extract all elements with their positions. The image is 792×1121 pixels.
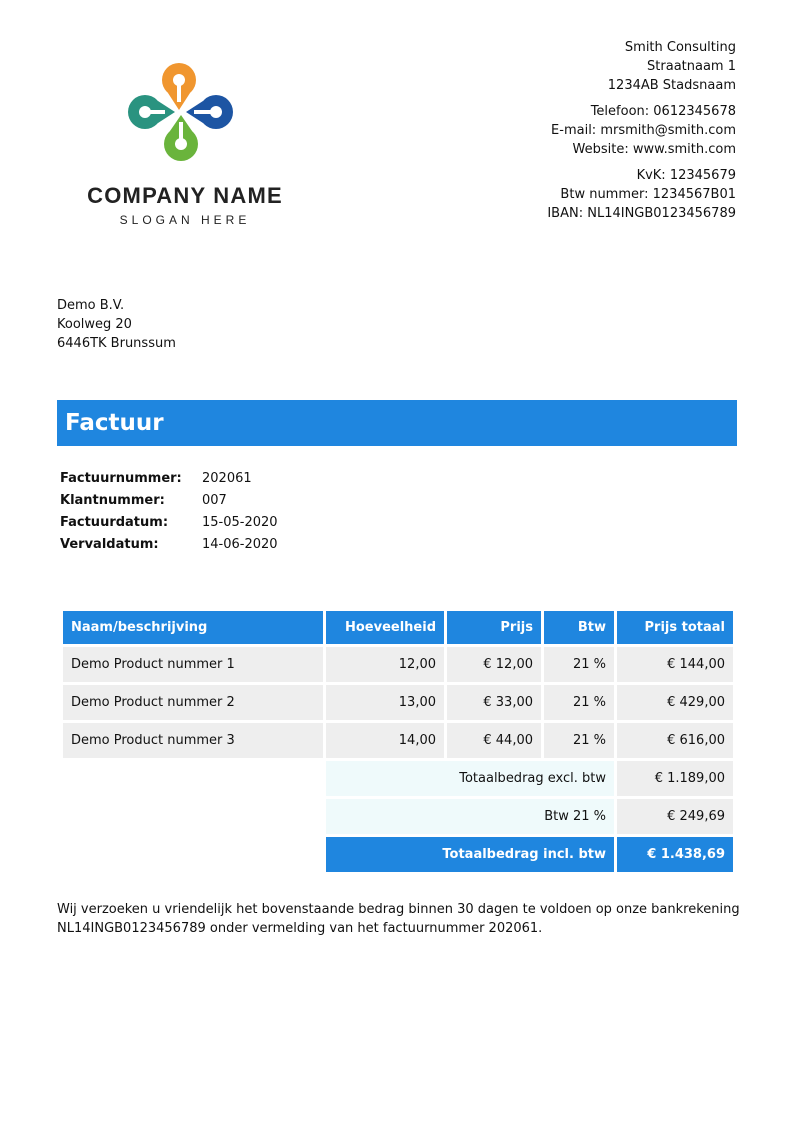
recipient-city: 6446TK Brunssum — [57, 336, 176, 351]
header-price: Prijs — [447, 611, 541, 644]
logo-company-name: COMPANY NAME — [87, 183, 283, 208]
meta-value: 14-06-2020 — [202, 536, 278, 552]
sender-website: Website: www.smith.com — [572, 142, 736, 157]
logo-mark-icon — [128, 60, 238, 166]
header-description: Naam/beschrijving — [63, 611, 323, 644]
sender-iban: IBAN: NL14INGB0123456789 — [547, 206, 736, 221]
sender-address — [547, 38, 736, 230]
meta-row — [60, 533, 278, 555]
table-header-row — [63, 611, 733, 644]
header-quantity: Hoeveelheid — [326, 611, 444, 644]
company-logo — [60, 60, 310, 235]
header-total: Prijs totaal — [617, 611, 733, 644]
meta-value: 15-05-2020 — [202, 514, 278, 530]
logo-slogan: SLOGAN HERE — [119, 213, 251, 227]
vat-row — [63, 799, 733, 834]
total-row — [63, 837, 733, 872]
sender-kvk: KvK: 12345679 — [636, 168, 736, 183]
payment-note-line: Wij verzoeken u vriendelijk het bovenstaande bedrag binnen 30 dagen te voldoen op onze bankrekening — [57, 902, 740, 917]
meta-row — [60, 511, 278, 533]
cell-price: € 44,00 — [447, 723, 541, 758]
table-row — [63, 685, 733, 720]
meta-value: 007 — [202, 492, 227, 508]
vat-value: € 249,69 — [617, 799, 733, 834]
recipient-name: Demo B.V. — [57, 298, 125, 313]
sender-street: Straatnaam 1 — [647, 59, 736, 74]
cell-total: € 144,00 — [617, 647, 733, 682]
cell-total: € 429,00 — [617, 685, 733, 720]
subtotal-value: € 1.189,00 — [617, 761, 733, 796]
meta-label: Vervaldatum: — [60, 536, 159, 552]
table-row — [63, 723, 733, 758]
total-value: € 1.438,69 — [617, 837, 733, 872]
header-vat: Btw — [544, 611, 614, 644]
payment-note-line: NL14INGB0123456789 onder vermelding van het factuurnummer 202061. — [57, 921, 543, 936]
sender-btw: Btw nummer: 1234567B01 — [560, 187, 736, 202]
sender-phone: Telefoon: 0612345678 — [590, 104, 736, 119]
vat-label: Btw 21 % — [326, 799, 614, 834]
cell-quantity: 12,00 — [326, 647, 444, 682]
subtotal-label: Totaalbedrag excl. btw — [326, 761, 614, 796]
payment-note — [57, 900, 747, 938]
cell-description: Demo Product nummer 3 — [63, 723, 323, 758]
cell-vat: 21 % — [544, 685, 614, 720]
meta-label: Klantnummer: — [60, 492, 165, 508]
subtotal-row — [63, 761, 733, 796]
cell-total: € 616,00 — [617, 723, 733, 758]
meta-value: 202061 — [202, 470, 252, 486]
cell-quantity: 14,00 — [326, 723, 444, 758]
recipient-street: Koolweg 20 — [57, 317, 132, 332]
cell-vat: 21 % — [544, 647, 614, 682]
meta-row — [60, 489, 278, 511]
invoice-meta — [60, 467, 278, 555]
cell-vat: 21 % — [544, 723, 614, 758]
cell-quantity: 13,00 — [326, 685, 444, 720]
sender-email: E-mail: mrsmith@smith.com — [551, 123, 736, 138]
sender-company: Smith Consulting — [624, 40, 736, 55]
invoice-items-table — [60, 608, 736, 875]
total-label: Totaalbedrag incl. btw — [326, 837, 614, 872]
sender-city: 1234AB Stadsnaam — [607, 78, 736, 93]
meta-label: Factuurnummer: — [60, 470, 182, 486]
cell-price: € 12,00 — [447, 647, 541, 682]
cell-price: € 33,00 — [447, 685, 541, 720]
meta-label: Factuurdatum: — [60, 514, 169, 530]
invoice-title: Factuur — [57, 400, 737, 446]
table-row — [63, 647, 733, 682]
cell-description: Demo Product nummer 2 — [63, 685, 323, 720]
cell-description: Demo Product nummer 1 — [63, 647, 323, 682]
recipient-address — [57, 296, 176, 353]
meta-row — [60, 467, 278, 489]
